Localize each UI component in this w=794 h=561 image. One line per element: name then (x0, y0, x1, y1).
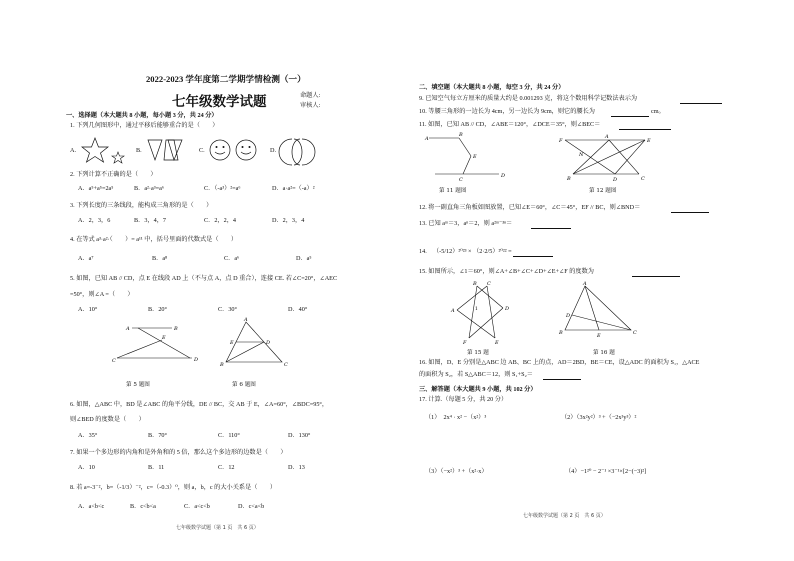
q3-text: 3. 下列长度的三条线段，能构成三角形的是（ ） (70, 202, 213, 209)
fig11-caption: 第 11 题图 (439, 188, 467, 194)
svg-text:E: E (597, 333, 601, 339)
q7-opt-b: B．11 (148, 464, 165, 471)
q3-opt-b: B．3，4，7 (134, 217, 166, 224)
q17-part-1: （1） 2x⁴ · x² −（x²）³ (425, 414, 487, 421)
q4-text: 4. 在等式 a³·a²·（ ）= a¹¹ 中，括号里面的代数式是（ ） (70, 236, 238, 243)
svg-text:C: C (641, 176, 645, 182)
q1-fig-b-triangles (146, 138, 191, 164)
q6-opt-d: D．130° (288, 432, 311, 439)
q13-text: 13. 已知 aᵐ＝3，aⁿ＝2，则 a²ᵐ⁻³ⁿ＝ (419, 220, 513, 227)
svg-text:D: D (613, 177, 618, 183)
q3-opt-d: D．2，3，4 (272, 217, 305, 224)
fig16-diagram (559, 281, 637, 344)
q4-opt-c: C．a⁶ (224, 255, 240, 262)
section-3-heading: 三、解答题（本大题共 9 小题，共 102 分） (419, 386, 537, 393)
q5-text-line1: 5. 如图，已知 AB // CD，点 E 在线段 AD 上（不与点 A，点 D 重合），连接 CE. 若∠C=20°，∠AEC (70, 275, 338, 282)
q15-answer-blank[interactable] (632, 270, 680, 277)
q5-opt-d: D．40° (288, 306, 308, 313)
q4-opt-a: A．a⁷ (78, 255, 94, 262)
svg-text:C: C (459, 177, 463, 183)
q7-opt-c: C．12 (218, 464, 235, 471)
q6-text-line2: 则∠BED 的度数是（ ） (70, 416, 145, 423)
q6-opt-c: C．110° (218, 432, 240, 439)
fig5-caption: 第 5 题图 (126, 382, 150, 388)
q5-text-line2: =50°，则∠A =（ ） (70, 291, 134, 298)
exam-subject-title: 七年级数学试题 (172, 94, 267, 109)
right-page (397, 0, 794, 561)
q1-opt-d: D. (270, 147, 277, 154)
svg-text:A: A (583, 281, 587, 287)
q6-opt-b: B．70° (148, 432, 167, 439)
fig6-diagram (220, 317, 290, 370)
svg-text:B: B (559, 330, 563, 336)
q5-opt-b: B．20° (148, 306, 167, 313)
q8-opt-b: B．c<b<a (130, 503, 156, 510)
q2-opt-d: D．a·a²=（-a）² (272, 185, 315, 192)
q1-fig-c-smileys (208, 138, 260, 164)
q10-unit: cm。 (651, 108, 665, 115)
q8-opt-c: C．a<c<b (184, 503, 210, 510)
q12-answer-blank[interactable] (671, 206, 709, 213)
svg-text:A: A (244, 317, 248, 323)
q1-fig-d-arcs (280, 137, 314, 167)
q2-opt-c: C．（-a³）²=a⁶ (204, 185, 241, 192)
fig5-diagram (112, 320, 202, 370)
reviewer-label: 审核人: (300, 102, 321, 109)
svg-text:B: B (220, 362, 224, 368)
svg-text:A: A (425, 136, 429, 142)
page-1-footer: 七年级数学试题（第 1 页 共 6 页） (176, 525, 259, 531)
q8-opt-d: D．c<a<b (238, 503, 265, 510)
q14-label: 14. (419, 248, 427, 255)
q13-answer-blank[interactable] (531, 222, 571, 229)
q17-text: 17. 计算.（每题 5 分，共 20 分） (419, 396, 508, 403)
q1-fig-a-stars (80, 136, 130, 166)
q12-text: 12. 将一副直角三角板如图放置，已知∠E＝60°，∠C＝45°，EF // BC，则∠BND＝ (419, 204, 641, 211)
q3-opt-a: A．2，3，6 (78, 217, 111, 224)
q5-opt-c: C．30° (218, 306, 237, 313)
q16-text-line1: 16. 如图，D、E 分别是△ABC 边 AB、BC 上的点，AD＝2BD，BE＝CE，设△ADC 的面积为 S₁，△ACE (419, 359, 700, 366)
q4-opt-b: B．a⁸ (152, 255, 168, 262)
svg-text:A: A (126, 326, 130, 332)
q8-text: 8. 若 a=-3⁻²，b=（-1/3）⁻²，c=（-0.3）⁰，则 a，b，c 的大小关系是（ ） (70, 484, 277, 491)
q1-text: 1. 下列几何图形中，通过平移后能够重合的是（ ） (70, 122, 219, 129)
svg-text:D: D (505, 306, 510, 312)
svg-text:F: F (559, 138, 563, 144)
q10-answer-blank[interactable] (611, 110, 649, 117)
q17-part-3: （3）（−x²）³ +（x²·x） (425, 468, 488, 475)
svg-text:F: F (463, 340, 467, 346)
svg-text:A: A (605, 134, 609, 140)
q2-text: 2. 下列计算不正确的是（ ） (70, 171, 157, 178)
q9-text: 9. 已知空气每立方厘米的质量大约是 0.001293 克，将这个数用科学记数法表示为 (419, 95, 638, 102)
q1-opt-b: B. (136, 147, 142, 154)
q3-opt-c: C．2，2，4 (204, 217, 236, 224)
q10-text: 10. 等腰三角形的一边长为 4cm，另一边长为 9cm，则它的腰长为 (419, 108, 595, 115)
fig15-diagram (449, 282, 519, 346)
q4-opt-d: D．a⁵ (296, 255, 312, 262)
svg-text:B: B (174, 326, 178, 332)
fig6-caption: 第 6 题图 (232, 382, 256, 388)
q9-answer-blank[interactable] (680, 97, 722, 104)
svg-text:B: B (567, 176, 571, 182)
q7-opt-d: D．13 (288, 464, 305, 471)
svg-text:D: D (566, 313, 571, 319)
fig12-diagram (559, 134, 659, 182)
q16-answer-blank[interactable] (543, 373, 581, 380)
svg-text:1: 1 (475, 307, 478, 312)
signer-label: 命题人: (300, 92, 321, 99)
svg-text:C: C (633, 330, 637, 336)
fig11-diagram (425, 132, 505, 184)
q15-text: 15. 如图所示，∠1＝60°，则∠A+∠B+∠C+∠D+∠E+∠F 的度数为 (419, 268, 594, 275)
svg-text:C: C (112, 358, 116, 364)
svg-text:D: D (501, 173, 506, 179)
svg-text:B: B (473, 281, 477, 287)
q17-part-4: （4）−1²⁰ − 2⁻¹ ×3⁻¹×[2−(−3)²] (565, 468, 647, 475)
fig15-caption: 第 15 题 (467, 350, 489, 356)
q5-opt-a: A．10° (78, 306, 98, 313)
q6-opt-a: A．35° (78, 432, 98, 439)
section-2-heading: 二、填空题（本大题共 8 小题，每空 3 分，共 24 分） (419, 84, 565, 91)
svg-text:C: C (487, 281, 491, 287)
svg-text:D: D (266, 340, 271, 346)
svg-text:E: E (647, 138, 651, 144)
fig16-caption: 第 16 题 (593, 350, 615, 356)
svg-text:N: N (579, 152, 584, 158)
q2-opt-b: B．a²·a³=a⁶ (134, 185, 164, 192)
svg-text:B: B (459, 132, 463, 138)
q14-expression: （-5/12）²⁰²³ × （2·2/5）²⁰²² = (433, 248, 512, 255)
q17-part-2: （2）（3x²y²）³ +（−2x³y³）² (561, 414, 637, 421)
q2-opt-a: A．a⁵+a⁵=2a⁵ (78, 185, 114, 192)
svg-text:E: E (230, 340, 234, 346)
svg-text:C: C (284, 362, 288, 368)
q7-text: 7. 如果一个多边形的内角和是外角和的 5 倍，那么这个多边形的边数是（ ） (70, 449, 287, 456)
svg-text:E: E (495, 340, 499, 346)
q14-answer-blank[interactable] (513, 250, 553, 257)
svg-text:D: D (194, 357, 199, 363)
fig12-caption: 第 12 题图 (589, 188, 617, 194)
q7-opt-a: A．10 (78, 464, 95, 471)
page-2-footer: 七年级数学试题（第 2 页 共 6 页） (523, 513, 606, 519)
section-1-heading: 一、选择题（本大题共 8 小题，每小题 3 分，共 24 分） (66, 112, 218, 119)
q6-text-line1: 6. 如图，△ABC 中，BD 是∠ABC 的角平分线，DE // BC，交 AB 于 E，∠A=60°，∠BDC=95°， (70, 401, 329, 408)
svg-text:E: E (162, 335, 166, 341)
svg-text:A: A (451, 308, 455, 314)
q8-opt-a: A．a<b<c (78, 503, 105, 510)
q1-opt-a: A. (70, 147, 77, 154)
q11-answer-blank[interactable] (619, 123, 671, 130)
svg-text:E: E (473, 154, 477, 160)
exam-title: 2022-2023 学年度第二学期学情检测（一） (146, 74, 306, 84)
q1-opt-c: C. (199, 147, 205, 154)
q11-text: 11. 如图，已知 AB // CD，∠ABE＝120°，∠DCE＝35°，则∠BEC＝ (419, 121, 601, 128)
q16-text-line2: 的面积为 S₂，若 S△ABC＝12，则 S₁+S₂＝ (419, 371, 533, 378)
